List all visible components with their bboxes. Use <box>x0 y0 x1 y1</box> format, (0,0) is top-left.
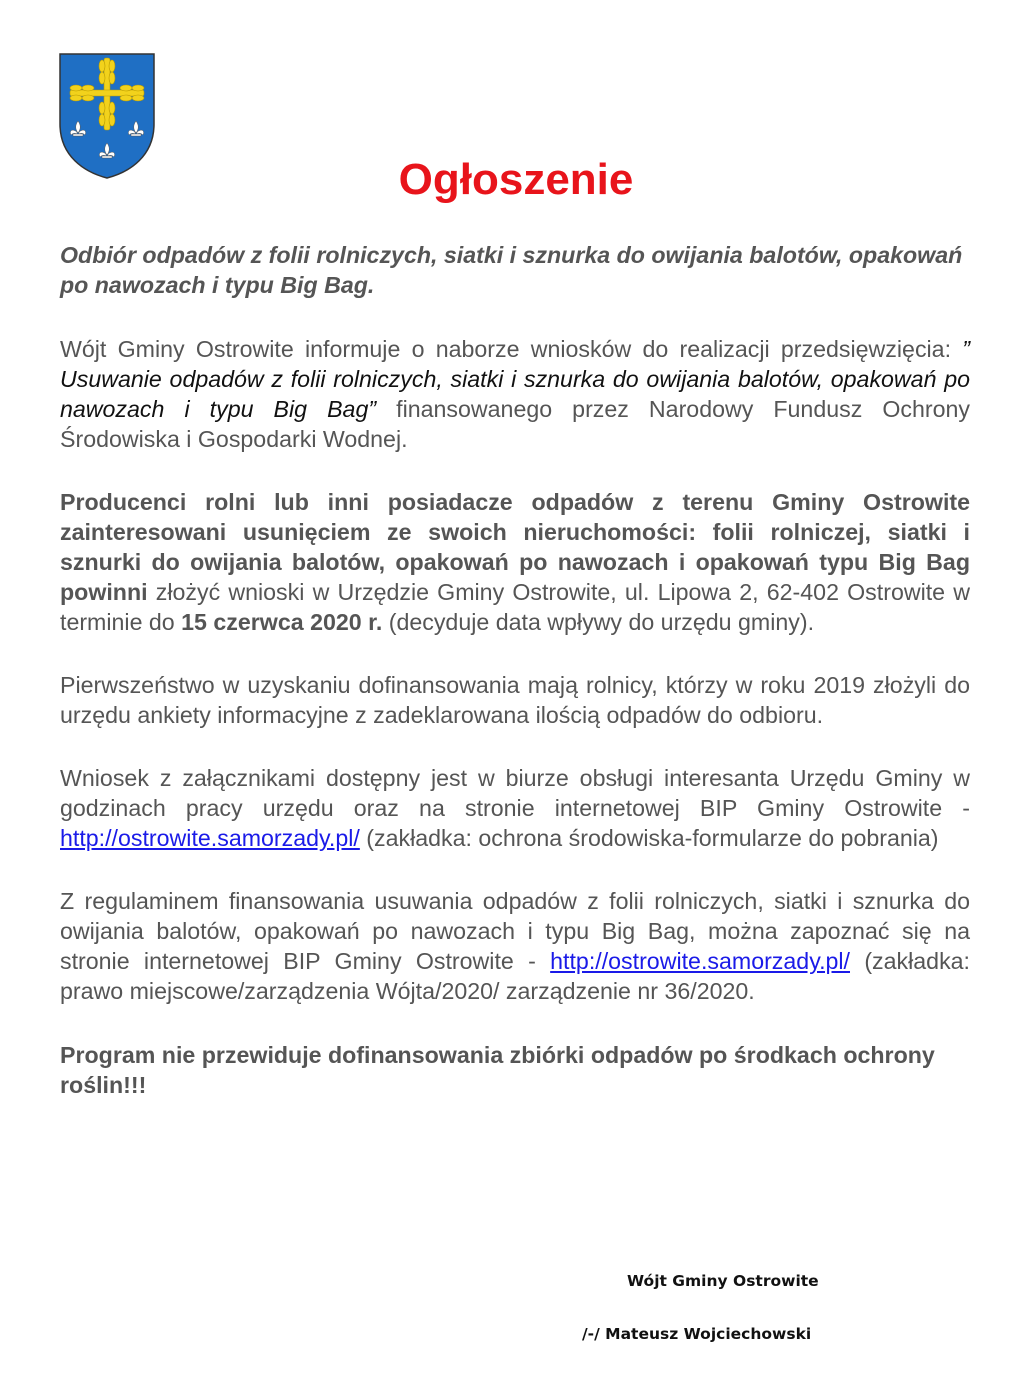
signature-name: /-/ Mateusz Wojciechowski <box>582 1325 812 1343</box>
producers-text: złożyć wnioski w Urzędzie Gminy Ostrowite, ul. Lipowa 2, 62-402 Ostrowite w terminie do <box>60 579 970 635</box>
regulation-paragraph <box>60 886 970 1006</box>
producers-bold-text: Producenci rolni lub inni posiadacze odpadów z terenu Gminy Ostrowite zainteresowani usunięciem ze swoich nieruchomości: folii rolniczej, siatki i sznurki do owijania balotów, opakowań po nawozach i opakowań typu Big Bag powinni <box>60 489 970 605</box>
intro-text-after: finansowanego przez Narodowy Fundusz Ochrony Środowiska i Gospodarki Wodnej. <box>60 396 970 452</box>
bip-link[interactable]: http://ostrowite.samorzady.pl/ <box>60 825 360 851</box>
regulation-text-after: (zakładka: prawo miejscowe/zarządzenia Wójta/2020/ zarządzenie nr 36/2020. <box>60 948 971 1004</box>
intro-quote-open: ” <box>962 336 970 362</box>
intro-text: Wójt Gminy Ostrowite informuje o naborze wniosków do realizacji przedsięwzięcia: <box>60 336 963 362</box>
intro-paragraph <box>60 334 970 454</box>
deadline-date: 15 czerwca 2020 r. <box>181 609 383 635</box>
project-name-quote: Usuwanie odpadów z folii rolniczych, siatki i sznurka do owijania balotów, opakowań po nawozach i typu Big Bag <box>60 366 970 422</box>
announcement-body <box>60 240 970 1100</box>
announcement-subtitle: Odbiór odpadów z folii rolniczych, siatki i sznurka do owijania balotów, opakowań po nawozach i typu Big Bag. <box>60 242 963 298</box>
producers-paragraph <box>60 487 970 637</box>
warning-paragraph: Program nie przewiduje dofinansowania zbiórki odpadów po środkach ochrony roślin!!! <box>60 1042 935 1098</box>
producers-tail: (decyduje data wpływy do urzędu gminy). <box>382 609 815 635</box>
form-paragraph <box>60 763 970 853</box>
form-text: Wniosek z załącznikami dostępny jest w biurze obsługi interesanta Urzędu Gminy w godzinach pracy urzędu oraz na stronie internetowej BIP Gminy Ostrowite - <box>60 765 970 821</box>
bip-link-regulation[interactable]: http://ostrowite.samorzady.pl/ <box>550 948 850 974</box>
signature-title: Wójt Gminy Ostrowite <box>627 1272 819 1290</box>
intro-quote-close: ” <box>368 396 377 422</box>
form-text-after: (zakładka: ochrona środowiska-formularze do pobrania) <box>359 825 939 851</box>
page-title: Ogłoszenie <box>398 155 634 204</box>
priority-paragraph: Pierwszeństwo w uzyskaniu dofinansowania mają rolnicy, którzy w roku 2019 złożyli do urzędu ankiety informacyjne z zadeklarowana ilością odpadów do odbioru. <box>60 672 970 728</box>
regulation-text: Z regulaminem finansowania usuwania odpadów z folii rolniczych, siatki i sznurka do owijania balotów, opakowań po nawozach i typu Big Bag, można zapoznać się na stronie internetowej BIP Gminy Ostrowite - <box>60 888 970 974</box>
